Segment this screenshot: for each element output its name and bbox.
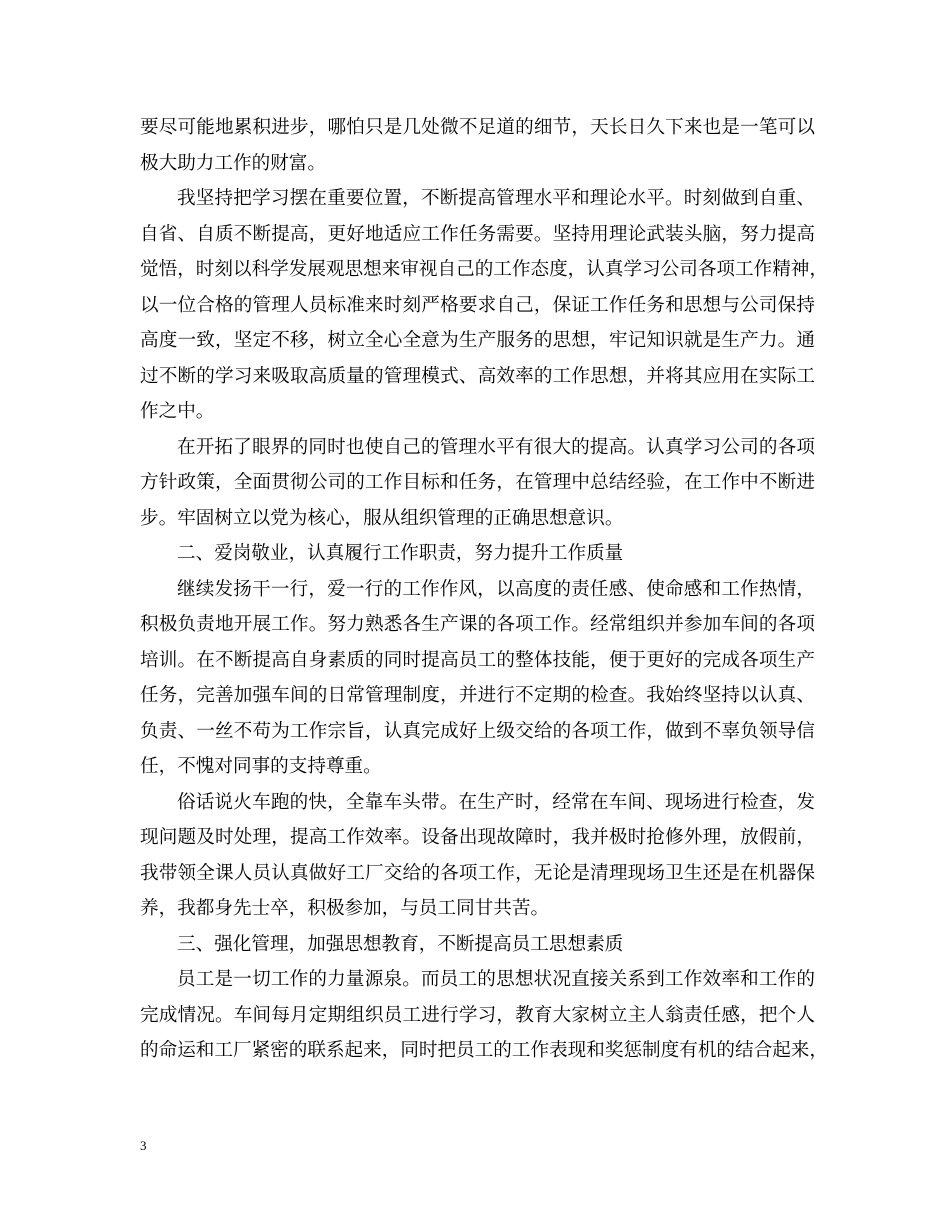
text-line: 完成情况。车间每月定期组织员工进行学习，教育大家树立主人翁责任感，把个人: [140, 1004, 815, 1026]
text-line: 任，不愧对同事的支持尊重。: [140, 756, 382, 777]
text-line: 极大助力工作的财富。: [140, 152, 326, 174]
page-number: 3: [140, 1138, 147, 1153]
text-line: 积极负责地开展工作。努力熟悉各生产课的各项工作。经常组织并参加车间的各项: [140, 614, 815, 635]
text-line: 三、强化管理，加强思想教育，不断提高员工思想素质: [177, 933, 624, 955]
text-line: 高度一致，坚定不移，树立全心全意为生产服务的思想，牢记知识就是生产力。通: [140, 330, 815, 351]
text-line: 负责、一丝不苟为工作宗旨，认真完成好上级交给的各项工作，做到不辜负领导信: [140, 720, 815, 742]
text-line: 方针政策，全面贯彻公司的工作目标和任务，在管理中总结经验，在工作中不断进: [140, 472, 815, 493]
text-line: 作之中。: [140, 401, 215, 422]
text-line: 自省、自质不断提高，更好地适应工作任务需要。坚持用理论武装头脑，努力提高: [140, 223, 815, 245]
text-line: 过不断的学习来吸取高质量的管理模式、高效率的工作思想，并将其应用在实际工: [140, 365, 815, 387]
document-body: [140, 110, 828, 1069]
text-line: 员工是一切工作的力量源泉。而员工的思想状况直接关系到工作效率和工作的: [177, 969, 815, 990]
text-line: 继续发扬干一行，爱一行的工作作风，以高度的责任感、使命感和工作热情，: [177, 578, 815, 600]
text-line: 我坚持把学习摆在重要位置，不断提高管理水平和理论水平。时刻做到自重、: [177, 188, 815, 209]
text-line: 的命运和工厂紧密的联系起来，同时把员工的工作表现和奖惩制度有机的结合起来，: [140, 1040, 828, 1061]
text-line: 现问题及时处理，提高工作效率。设备出现故障时，我并极时抢修外理，放假前，: [140, 827, 815, 848]
text-line: 我带领全课人员认真做好工厂交给的各项工作，无论是清理现场卫生还是在机器保: [140, 862, 815, 884]
text-line: 在开拓了眼界的同时也使自己的管理水平有很大的提高。认真学习公司的各项: [177, 436, 815, 458]
text-line: 觉悟，时刻以科学发展观思想来审视自己的工作态度，认真学习公司各项工作精神，: [140, 259, 828, 280]
text-line: 二、爱岗敬业，认真履行工作职责，努力提升工作质量: [177, 543, 624, 564]
text-line: 培训。在不断提高自身素质的同时提高员工的整体技能，便于更好的完成各项生产: [140, 649, 815, 671]
text-line: 任务，完善加强车间的日常管理制度，并进行不定期的检查。我始终坚持以认真、: [140, 685, 815, 706]
text-line: 步。牢固树立以党为核心，服从组织管理的正确思想意识。: [140, 507, 624, 529]
text-line: 俗话说火车跑的快，全靠车头带。在生产时，经常在车间、现场进行检查，发: [177, 791, 815, 813]
text-line: 养，我都身先士卒，积极参加，与员工同甘共苦。: [140, 898, 550, 919]
text-line: 要尽可能地累积进步，哪怕只是几处微不足道的细节，天长日久下来也是一笔可以: [140, 117, 815, 138]
text-line: 以一位合格的管理人员标准来时刻严格要求自己，保证工作任务和思想与公司保持: [140, 294, 815, 316]
